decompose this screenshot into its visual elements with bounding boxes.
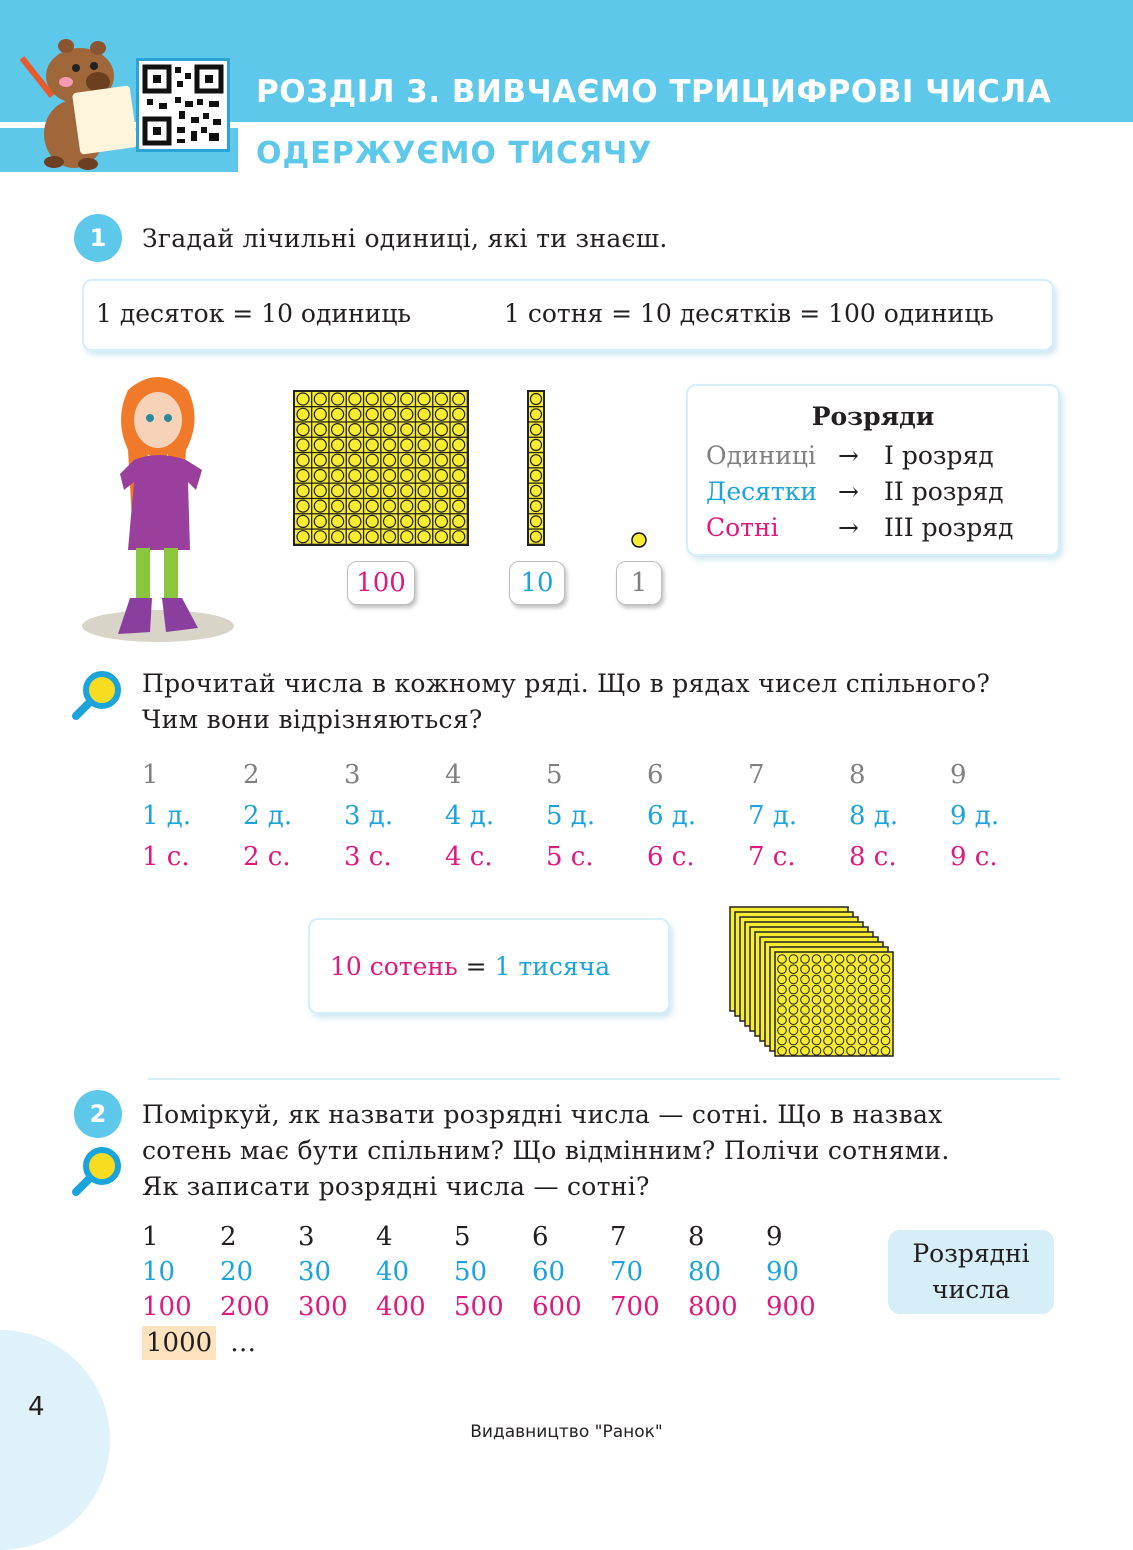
section-divider bbox=[148, 1078, 1060, 1080]
label-1: 1 bbox=[616, 561, 662, 605]
row-value: 7 bbox=[748, 760, 765, 790]
rank-value: ІІІ розряд bbox=[884, 513, 1014, 542]
row-value: 3 с. bbox=[344, 842, 392, 872]
one-unit-icon bbox=[630, 531, 648, 549]
row-value: 1 с. bbox=[142, 842, 190, 872]
rank-name: Одиниці bbox=[706, 441, 816, 470]
arrow-icon: → bbox=[838, 477, 859, 506]
row-value: 1 д. bbox=[142, 801, 192, 831]
row-value: 80 bbox=[688, 1257, 722, 1287]
section-title: РОЗДІЛ 3. ВИВЧАЄМО ТРИЦИФРОВІ ЧИСЛА bbox=[256, 74, 1052, 110]
row-value: 2 д. bbox=[243, 801, 293, 831]
badge-line2: числа bbox=[932, 1275, 1010, 1304]
row-value: 6 д. bbox=[647, 801, 697, 831]
topic-title: ОДЕРЖУЄМО ТИСЯЧУ bbox=[256, 136, 653, 171]
ten-hundreds: 10 сотень bbox=[330, 952, 458, 981]
row-value: 7 с. bbox=[748, 842, 796, 872]
rank-name: Десятки bbox=[706, 477, 818, 506]
row-value: 5 д. bbox=[546, 801, 596, 831]
row-value: 1 bbox=[142, 760, 159, 790]
row-value: 1 bbox=[142, 1222, 159, 1252]
row-value: 2 bbox=[220, 1222, 237, 1252]
row-value: 9 bbox=[950, 760, 967, 790]
row-value: 800 bbox=[688, 1292, 738, 1322]
numbers-row-units bbox=[142, 1222, 844, 1252]
row-value: 10 bbox=[142, 1257, 176, 1287]
ten-rod-icon bbox=[526, 389, 546, 547]
row-value: 8 д. bbox=[849, 801, 899, 831]
row-value: 3 bbox=[298, 1222, 315, 1252]
ranks-list bbox=[706, 438, 1013, 546]
row-hundreds bbox=[142, 842, 1051, 872]
qr-code-icon[interactable] bbox=[136, 58, 230, 152]
units-hundreds: 1 сотня = 10 десятків = 100 одиниць bbox=[504, 299, 994, 328]
rank-row-hundreds bbox=[706, 510, 1013, 546]
row-value: 5 с. bbox=[546, 842, 594, 872]
row-value: 700 bbox=[610, 1292, 660, 1322]
row-value: 900 bbox=[766, 1292, 816, 1322]
thousand-highlight: 1000 bbox=[142, 1326, 216, 1360]
label-10: 10 bbox=[509, 561, 565, 605]
row-value: 3 д. bbox=[344, 801, 394, 831]
numbers-row-tens bbox=[142, 1257, 844, 1287]
capybara-mascot-icon bbox=[18, 34, 143, 172]
rank-value: ІІ розряд bbox=[884, 477, 1004, 506]
row-value: 9 bbox=[766, 1222, 783, 1252]
arrow-icon: → bbox=[838, 513, 859, 542]
row-value: 7 bbox=[610, 1222, 627, 1252]
row-value: 2 с. bbox=[243, 842, 291, 872]
row-value: 9 д. bbox=[950, 801, 1000, 831]
units-tens: 1 десяток = 10 одиниць bbox=[96, 299, 412, 328]
row-value: 60 bbox=[532, 1257, 566, 1287]
row-value: 4 bbox=[376, 1222, 393, 1252]
rank-value: І розряд bbox=[884, 441, 994, 470]
row-value: 2 bbox=[243, 760, 260, 790]
ellipsis: … bbox=[230, 1328, 257, 1358]
task-number-1: 1 bbox=[74, 214, 122, 262]
ranks-card bbox=[686, 384, 1060, 556]
row-value: 4 bbox=[445, 760, 462, 790]
row-value: 600 bbox=[532, 1292, 582, 1322]
row-value: 6 bbox=[532, 1222, 549, 1252]
task-number-2: 2 bbox=[74, 1090, 122, 1138]
ranks-title: Розряди bbox=[811, 402, 935, 431]
magnifier-icon bbox=[68, 1144, 124, 1200]
row-value: 4 д. bbox=[445, 801, 495, 831]
row-value: 500 bbox=[454, 1292, 504, 1322]
label-100: 100 bbox=[347, 561, 415, 605]
counting-units-card bbox=[82, 279, 1054, 351]
one-thousand: 1 тисяча bbox=[494, 952, 611, 981]
thousand-cube-stack-icon bbox=[728, 905, 898, 1061]
row-value: 100 bbox=[142, 1292, 192, 1322]
row-value: 300 bbox=[298, 1292, 348, 1322]
explore-text-line1: Прочитай числа в кожному ряді. Що в рядах чисел спільного? bbox=[142, 669, 991, 698]
row-value: 90 bbox=[766, 1257, 800, 1287]
row-value: 200 bbox=[220, 1292, 270, 1322]
rank-row-units bbox=[706, 438, 1013, 474]
row-value: 400 bbox=[376, 1292, 426, 1322]
task2-line3: Як записати розрядні числа — сотні? bbox=[142, 1172, 650, 1201]
task2-line1: Поміркуй, як назвати розрядні числа — сотні. Що в назвах bbox=[142, 1100, 943, 1129]
row-value: 30 bbox=[298, 1257, 332, 1287]
thousand-card bbox=[308, 918, 670, 1014]
task1-text: Згадай лічильні одиниці, які ти знаєш. bbox=[142, 224, 668, 253]
task2-line2: сотень має бути спільним? Що відмінним? Полічи сотнями. bbox=[142, 1136, 950, 1165]
row-units bbox=[142, 760, 1051, 790]
thousand-equation bbox=[330, 952, 610, 981]
row-value: 50 bbox=[454, 1257, 488, 1287]
row-value: 70 bbox=[610, 1257, 644, 1287]
row-value: 3 bbox=[344, 760, 361, 790]
magnifier-icon bbox=[68, 668, 124, 724]
row-value: 20 bbox=[220, 1257, 254, 1287]
row-value: 8 bbox=[688, 1222, 705, 1252]
explore-text-line2: Чим вони відрізняються? bbox=[142, 705, 483, 734]
row-tens bbox=[142, 801, 1051, 831]
equals-sign: = bbox=[465, 952, 487, 981]
row-value: 9 с. bbox=[950, 842, 998, 872]
girl-illustration-icon bbox=[78, 370, 234, 646]
row-value: 8 bbox=[849, 760, 866, 790]
hundred-block-icon bbox=[292, 389, 470, 547]
thousand-row bbox=[142, 1326, 256, 1360]
rank-row-tens bbox=[706, 474, 1013, 510]
row-value: 4 с. bbox=[445, 842, 493, 872]
row-value: 6 bbox=[647, 760, 664, 790]
row-value: 8 с. bbox=[849, 842, 897, 872]
rank-name: Сотні bbox=[706, 513, 779, 542]
numbers-row-hundreds bbox=[142, 1292, 844, 1322]
publisher-footer: Видавництво "Ранок" bbox=[470, 1422, 663, 1442]
row-value: 5 bbox=[546, 760, 563, 790]
page-number: 4 bbox=[28, 1392, 45, 1422]
arrow-icon: → bbox=[838, 441, 859, 470]
row-value: 7 д. bbox=[748, 801, 798, 831]
badge-line1: Розрядні bbox=[912, 1239, 1030, 1268]
row-value: 5 bbox=[454, 1222, 471, 1252]
row-value: 40 bbox=[376, 1257, 410, 1287]
row-value: 6 с. bbox=[647, 842, 695, 872]
place-value-badge bbox=[888, 1230, 1054, 1314]
